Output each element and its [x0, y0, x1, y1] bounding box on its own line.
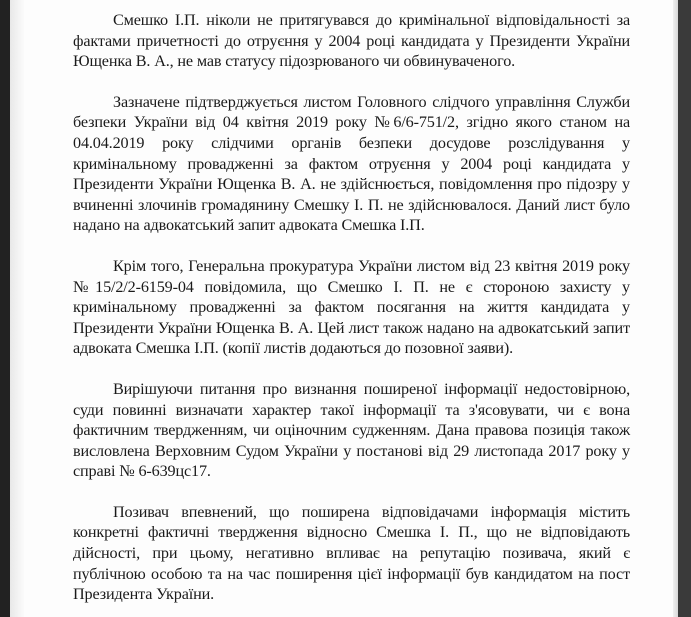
scan-edge-shadow [10, 0, 24, 617]
document-page [10, 0, 678, 617]
paragraph-plaintiff-claim: Позивач впевнений, що поширена відповідачами інформація містить конкретні фактичні твердження відносно Смешка І. П., що не відповідають дійсності, при цьому, негативно впливає на репутацію позивача, який є публічною особою та на час поширення цієї інформації був кандидатом на пост Президента України. [73, 502, 630, 604]
paragraph-court-position: Вирішуючи питання про визнання поширеної інформації недостовірною, суди повинні визначати характер такої інформації та з'ясовувати, чи є вона фактичним твердженням, чи оціночним судженням. Дана правова позиція також висловлена Верховним Судом України у постанові від 29 листопада 2017 року у справі № 6-639цс17. [73, 379, 630, 481]
paragraph-sbu-letter: Зазначене підтверджується листом Головного слідчого управління Служби безпеки України від 04 квітня 2019 року №6/6-751/2, згідно якого станом на 04.04.2019 року слідчими органів безпеки досудове розслідування у кримінальному провадженні за фактом отруєння у 2004 році кандидата у Президенти України Ющенка В. А. не здійснюється, повідомлення про підозру у вчиненні злочинів громадянину Смешку І. П. не здійснювалося. Даний лист було надано на адвокатський запит адвоката Смешка І.П. [73, 92, 630, 235]
paragraph-no-prosecution: Смешко І.П. ніколи не притягувався до кримінальної відповідальності за фактами причетності до отруєння у 2004 році кандидата у Президенти України Ющенка В. А., не мав статусу підозрюваного чи обвинуваченого. [73, 11, 630, 71]
document-body [73, 10, 630, 605]
paragraph-prosecutor-letter: Крім того, Генеральна прокуратура України листом від 23 квітня 2019 року №15/2/2-6159-04 повідомила, що Смешко І. П. не є стороною захисту у кримінальному провадженні за фактом посягання на життя кандидата у Президенти України Ющенка В. А. Цей лист також надано на адвокатський запит адвоката Смешка І.П. (копії листів додаються до позовної заяви). [73, 256, 630, 358]
viewer-right-border [678, 0, 691, 617]
